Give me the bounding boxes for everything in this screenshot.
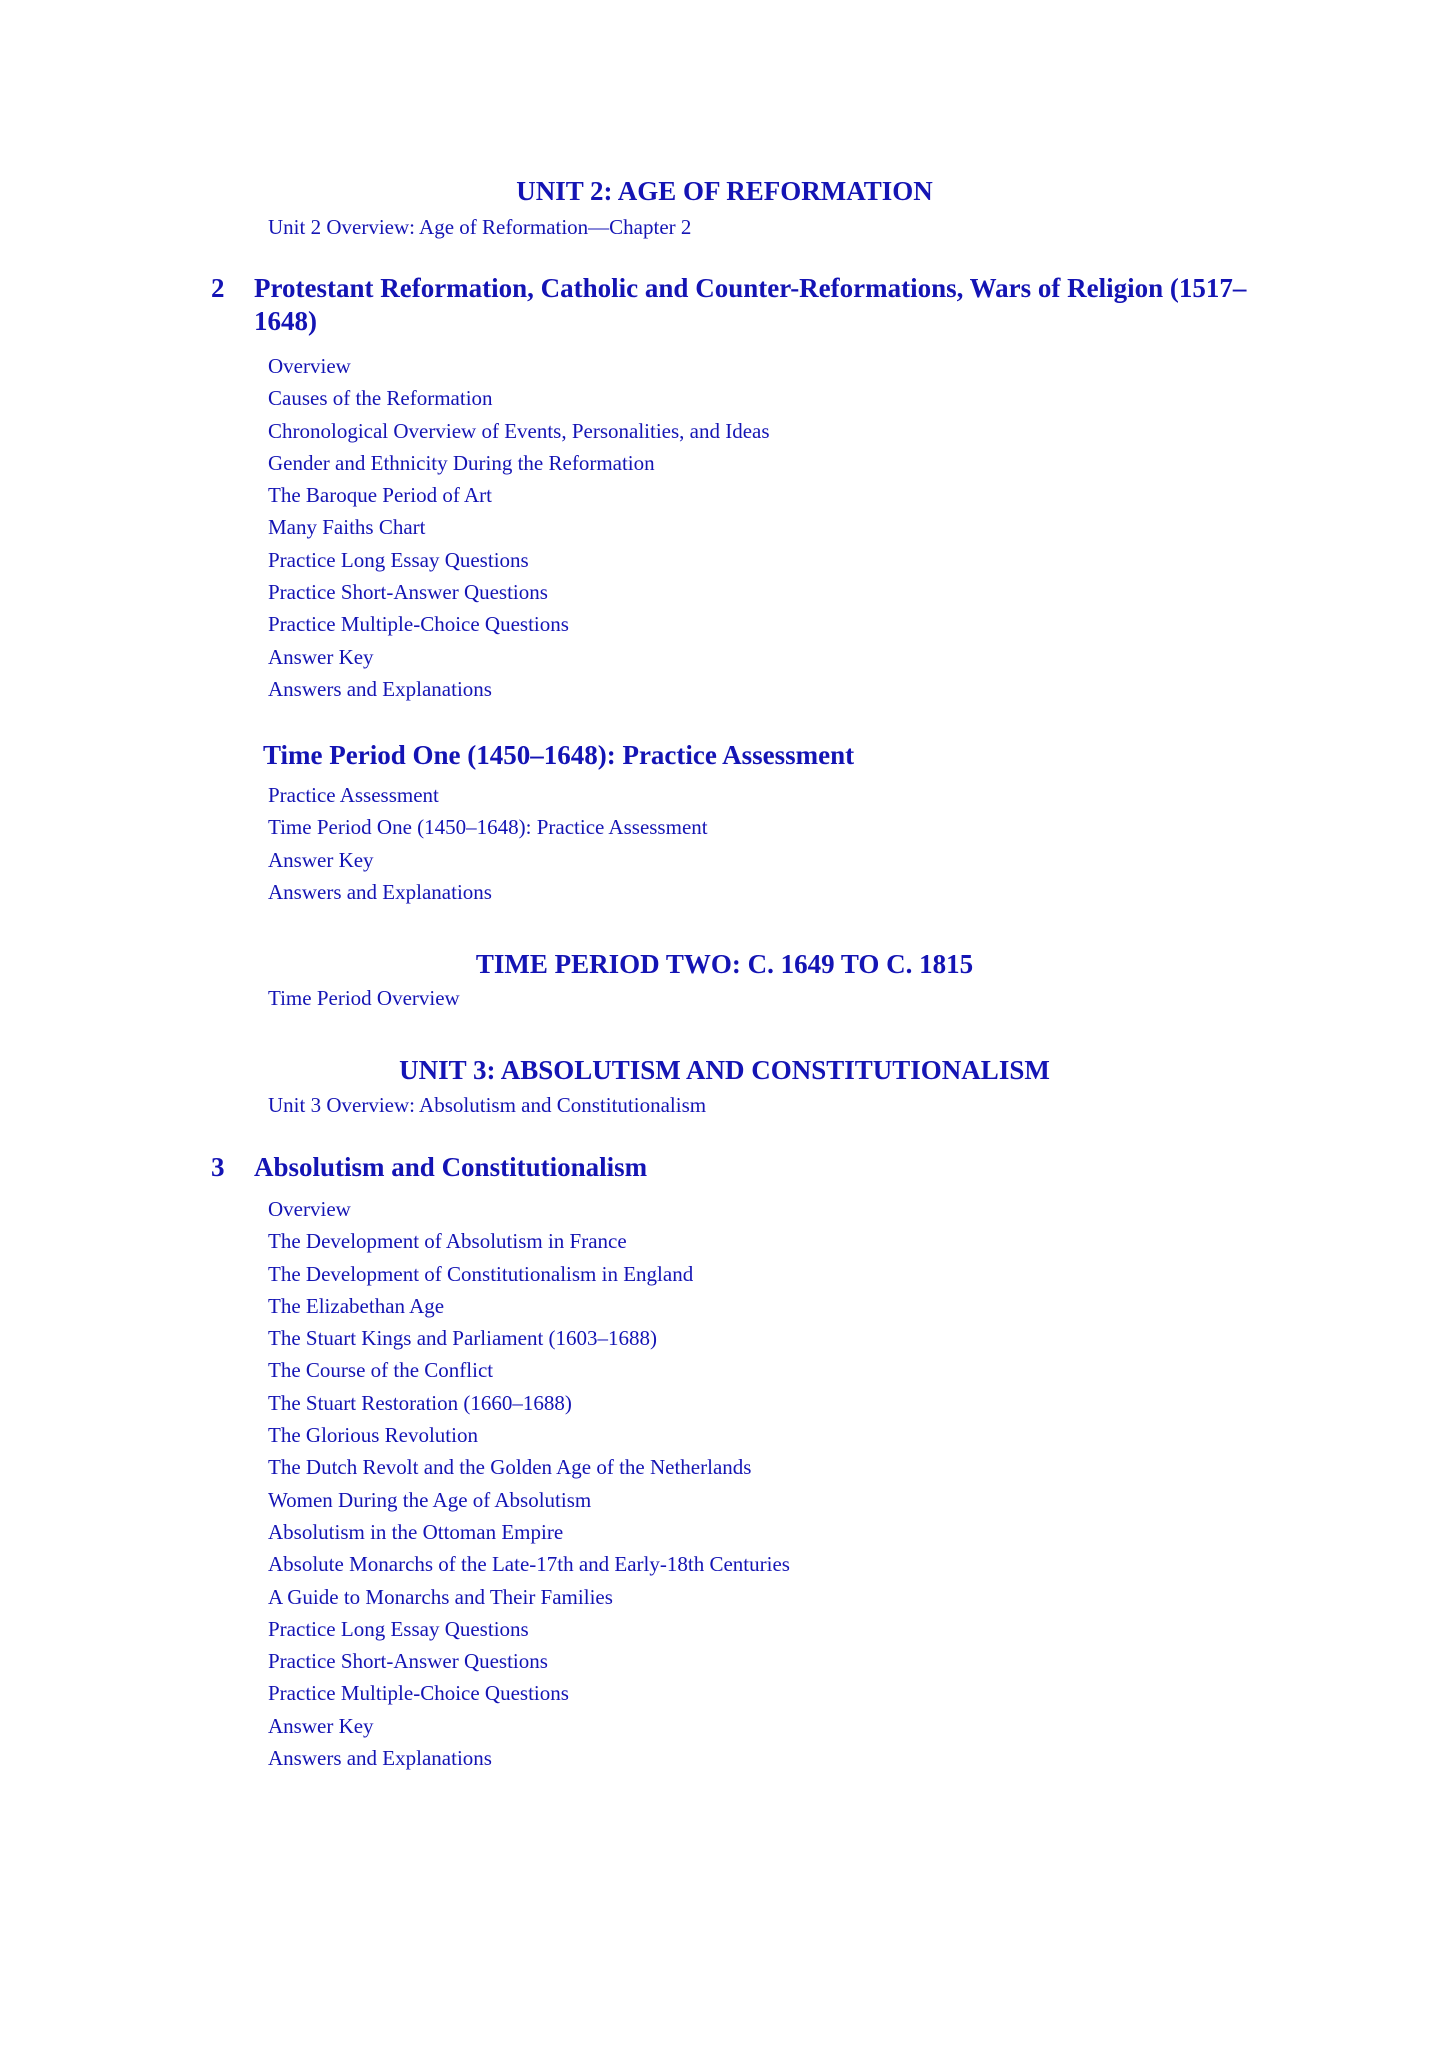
- chapter-2-entries: [268, 350, 770, 705]
- toc-entry-link[interactable]: Overview: [268, 1197, 351, 1221]
- practice-assessment-heading[interactable]: Time Period One (1450–1648): Practice Assessment: [263, 740, 855, 770]
- unit-3-heading[interactable]: UNIT 3: ABSOLUTISM AND CONSTITUTIONALISM: [399, 1055, 1050, 1085]
- toc-entry-link[interactable]: The Stuart Kings and Parliament (1603–1688): [268, 1326, 658, 1351]
- toc-entry-link[interactable]: The Baroque Period of Art: [268, 483, 492, 508]
- toc-entry-link[interactable]: Practice Long Essay Questions: [268, 547, 529, 572]
- toc-entry-link[interactable]: Practice Long Essay Questions: [268, 1616, 529, 1641]
- toc-entry-link[interactable]: Answer Key: [268, 847, 374, 872]
- toc-entry-link[interactable]: Answers and Explanations: [268, 1746, 492, 1771]
- toc-entry-link[interactable]: Women During the Age of Absolutism: [268, 1487, 592, 1512]
- toc-entry-link[interactable]: The Dutch Revolt and the Golden Age of the Netherlands: [268, 1455, 752, 1480]
- toc-entry-link[interactable]: Answers and Explanations: [268, 676, 492, 701]
- toc-entry-link[interactable]: Practice Short-Answer Questions: [268, 580, 548, 605]
- toc-entry-link[interactable]: Chronological Overview of Events, Personalities, and Ideas: [268, 418, 770, 443]
- toc-entry-link[interactable]: Absolutism in the Ottoman Empire: [268, 1519, 564, 1544]
- chapter-3-number: 3: [211, 1152, 225, 1182]
- toc-entry-link[interactable]: The Elizabethan Age: [268, 1293, 445, 1318]
- toc-entry-link[interactable]: Overview: [268, 354, 351, 378]
- toc-entry-link[interactable]: The Development of Absolutism in France: [268, 1229, 627, 1254]
- toc-entry-link[interactable]: Time Period One (1450–1648): Practice Assessment: [268, 815, 708, 840]
- unit-2-overview-link[interactable]: Unit 2 Overview: Age of Reformation—Chapter 2: [268, 215, 692, 239]
- time-period-two-heading[interactable]: TIME PERIOD TWO: C. 1649 TO C. 1815: [475, 949, 974, 979]
- chapter-2-number: 2: [211, 273, 225, 303]
- toc-entry-link[interactable]: Many Faiths Chart: [268, 515, 426, 540]
- toc-entry-link[interactable]: Answer Key: [268, 644, 374, 669]
- toc-entry-link[interactable]: The Stuart Restoration (1660–1688): [268, 1390, 572, 1415]
- toc-entry-link[interactable]: Practice Short-Answer Questions: [268, 1649, 548, 1674]
- time-period-overview-link[interactable]: Time Period Overview: [268, 986, 460, 1010]
- unit-3-overview-link[interactable]: Unit 3 Overview: Absolutism and Constitutionalism: [268, 1093, 707, 1117]
- toc-entry-link[interactable]: The Glorious Revolution: [268, 1423, 478, 1448]
- toc-entry-link[interactable]: Absolute Monarchs of the Late-17th and Early-18th Centuries: [268, 1552, 790, 1577]
- unit-2-heading[interactable]: UNIT 2: AGE OF REFORMATION: [516, 176, 933, 206]
- toc-entry-link[interactable]: Answer Key: [268, 1713, 374, 1738]
- toc-entry-link[interactable]: A Guide to Monarchs and Their Families: [268, 1584, 613, 1609]
- toc-entry-link[interactable]: Answers and Explanations: [268, 879, 492, 904]
- toc-entry-link[interactable]: Practice Multiple-Choice Questions: [268, 612, 569, 637]
- toc-entry-link[interactable]: Gender and Ethnicity During the Reformation: [268, 450, 655, 475]
- chapter-3-title[interactable]: Absolutism and Constitutionalism: [254, 1152, 648, 1182]
- toc-entry-link[interactable]: Practice Multiple-Choice Questions: [268, 1681, 569, 1706]
- chapter-2-title[interactable]: Protestant Reformation, Catholic and Counter-Reformations, Wars of Religion (1517–1648): [254, 273, 1247, 336]
- toc-entry-link[interactable]: The Course of the Conflict: [268, 1358, 494, 1383]
- toc-entry-link[interactable]: Practice Assessment: [268, 783, 439, 807]
- practice-assessment-entries: [268, 779, 708, 908]
- toc-entry-link[interactable]: The Development of Constitutionalism in England: [268, 1261, 694, 1286]
- chapter-3-entries: [268, 1193, 790, 1774]
- toc-entry-link[interactable]: Causes of the Reformation: [268, 386, 493, 411]
